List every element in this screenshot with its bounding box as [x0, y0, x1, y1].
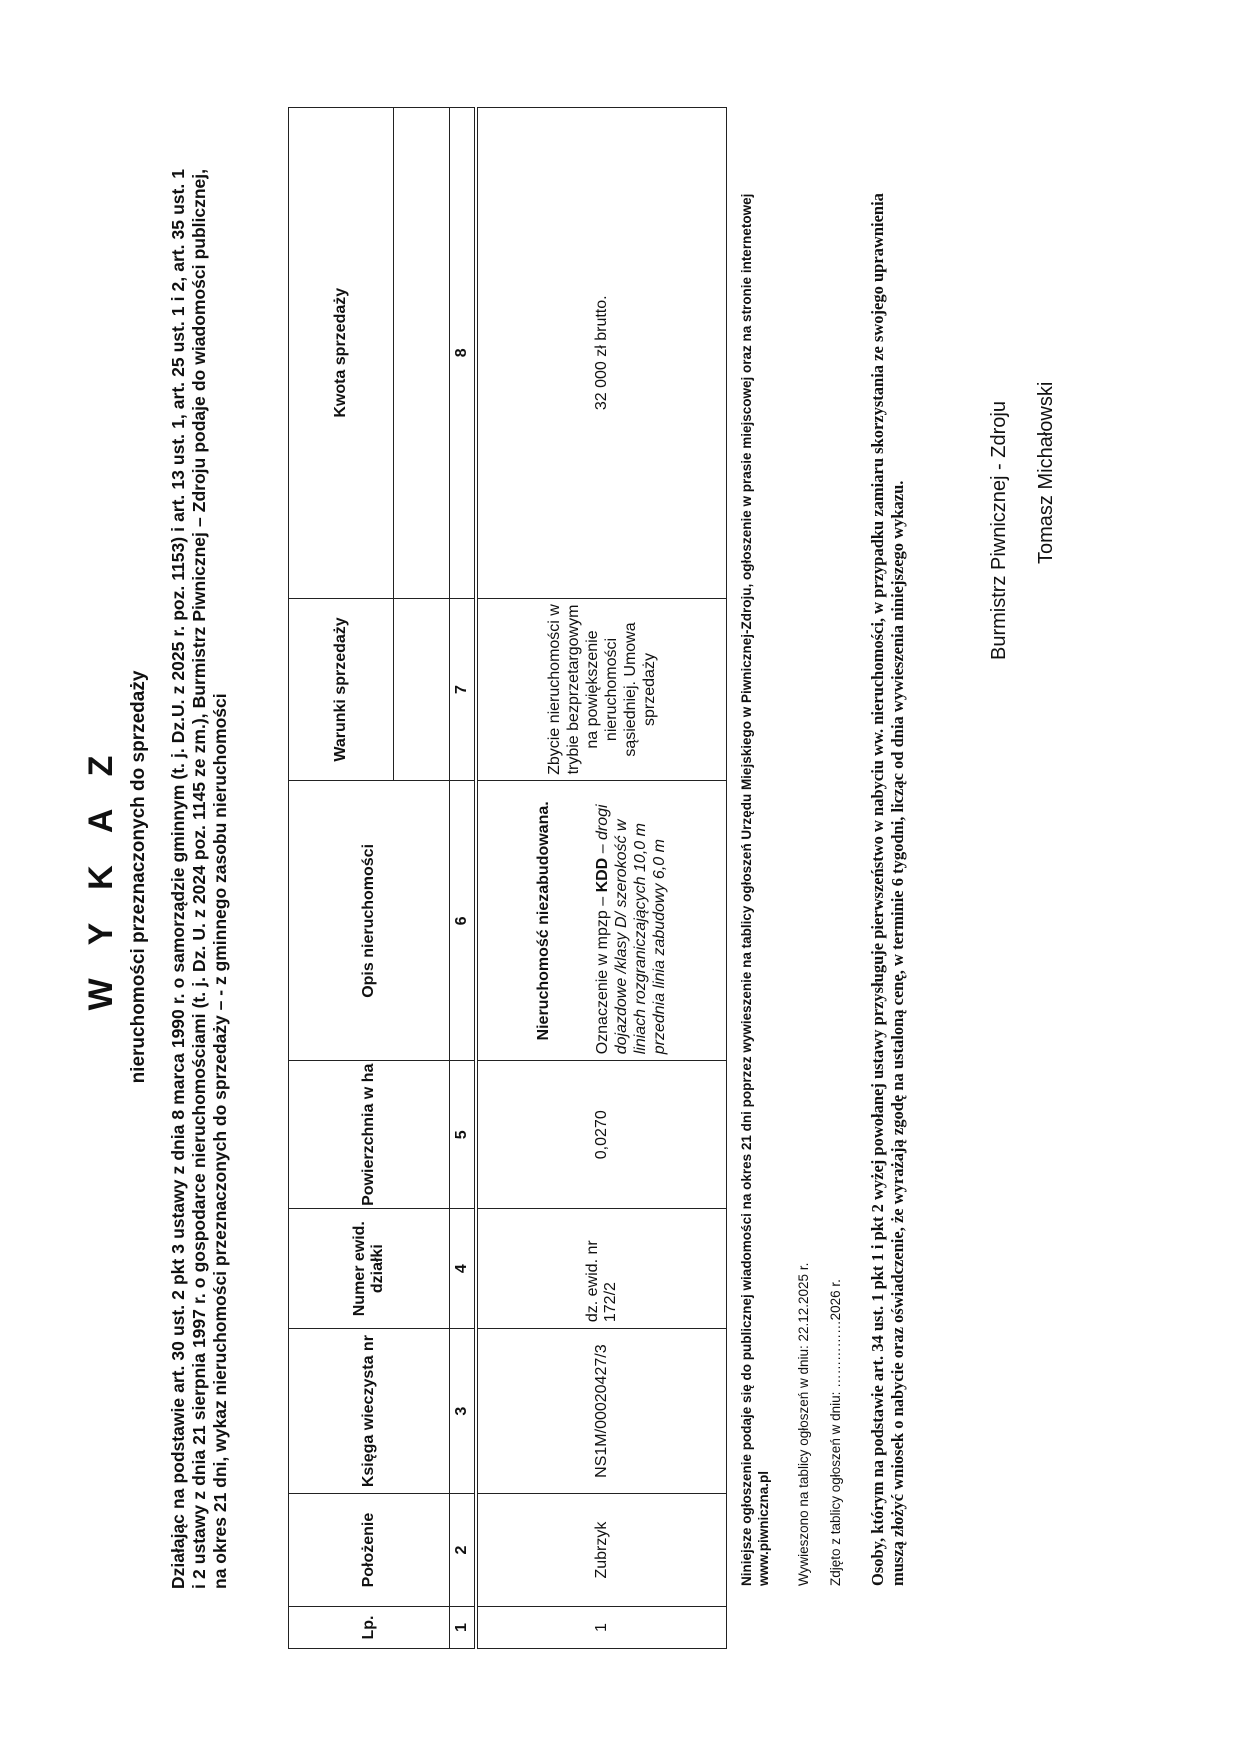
col-number: 6 [450, 781, 477, 1061]
col-number: 2 [450, 1494, 477, 1607]
col-number: 4 [450, 1209, 477, 1329]
preemption-notice: Osoby, którym na podstawie art. 34 ust. 1 pkt 1 i pkt 2 wyżej powołanej ustawy przysługuje pierwszeństwo w nabyciu ww. nieruchomości, w przypadku zamiaru skorzystania ze swojego uprawnienia muszą złożyć wniosek o nabycie oraz oświadczenie, że wyrażają zgodę na ustaloną cenę, w terminie 6 tygodni, licząc od dnia wywieszenia niniejszego wykazu. [868, 193, 907, 1586]
col-number: 8 [450, 108, 477, 599]
header-powierzchnia: Powierzchnia w ha [289, 1061, 450, 1209]
signature-name: Tomasz Michałowski [1035, 381, 1057, 564]
cell-powierzchnia: 0,0270 [476, 1061, 727, 1209]
property-table [288, 107, 727, 1649]
header-ksiega: Księga wieczysta nr [289, 1329, 450, 1494]
opis-body: Oznaczenie w mpzp – KDD – drogi dojazdowe /klasy D/ szerokość w liniach rozgraniczających 10,0 m przednia linia zabudowy 6,0 m [594, 804, 668, 1055]
col-number: 5 [450, 1061, 477, 1209]
header-warunki: Warunki sprzedaży [289, 598, 450, 781]
notice-text: Niniejsze ogłoszenie podaje się do publicznej wiadomości na okres 21 dni poprzez wywieszenie na tablicy ogłoszeń Urzędu Miejskiego w Piwnicznej-Zdroju, ogłoszenie w prasie miejscowej oraz na stronie internetowej www.piwniczna.pl [739, 193, 771, 1586]
col-number: 3 [450, 1329, 477, 1494]
header-polozenie: Położenie [289, 1494, 450, 1607]
intro-paragraph: Działając na podstawie art. 30 ust. 2 pkt 3 ustawy z dnia 8 marca 1990 r. o samorządzie gminnym (t. j. Dz.U. z 2025 r. poz. 1153) i art. 13 ust. 1, art. 25 ust. 1 i 2, art. 35 ust. 1 i 2 ustawy z dnia 21 sierpnia 1997 r. o gospodarce nieruchomościami (t. j. Dz. U. z 2024 poz. 1145 ze zm.), Burmistrz Piwnicznej – Zdroju podaje do wiadomości publicznej, na okres 21 dni, wykaz nieruchomości przeznaczonych do sprzedaży – - z gminnego zasobu nieruchomości [168, 169, 230, 1589]
page-subtitle: nieruchomości przeznaczonych do sprzedaży [128, 670, 149, 1084]
removed-date: Zdjęto z tablicy ogłoszeń w dniu: ……………2026 r. [828, 1279, 843, 1586]
header-dzialka: Numer ewid. działki [289, 1209, 450, 1329]
cell-warunki: Zbycie nieruchomości w trybie bezprzetargowym na powiększenie nieruchomości sąsiedniej. Umowa sprzedaży [476, 598, 727, 781]
cell-lp: 1 [476, 1607, 727, 1649]
header-kwota: Kwota sprzedaży [289, 108, 450, 599]
cell-kwota: 32 000 zł brutto. [476, 108, 727, 599]
opis-title: Nieruchomość niezabudowana. [535, 801, 552, 1041]
cell-ksiega: NS1M/00020427/3 [476, 1329, 727, 1494]
cell-polozenie: Zubrzyk [476, 1494, 727, 1607]
signature-office: Burmistrz Piwnicznej - Zdroju [988, 401, 1010, 660]
cell-dzialka: dz. ewid. nr 172/2 [476, 1209, 727, 1329]
header-lp: Lp. [289, 1607, 450, 1649]
header-opis: Opis nieruchomości [289, 781, 450, 1061]
cell-opis [476, 781, 727, 1061]
table-row [476, 108, 727, 1649]
posted-date: Wywieszono na tablicy ogłoszeń w dniu: 22.12.2025 r. [796, 1262, 811, 1586]
col-number: 7 [450, 598, 477, 781]
col-number: 1 [450, 1607, 477, 1649]
page-title: W Y K A Z [82, 743, 120, 1011]
